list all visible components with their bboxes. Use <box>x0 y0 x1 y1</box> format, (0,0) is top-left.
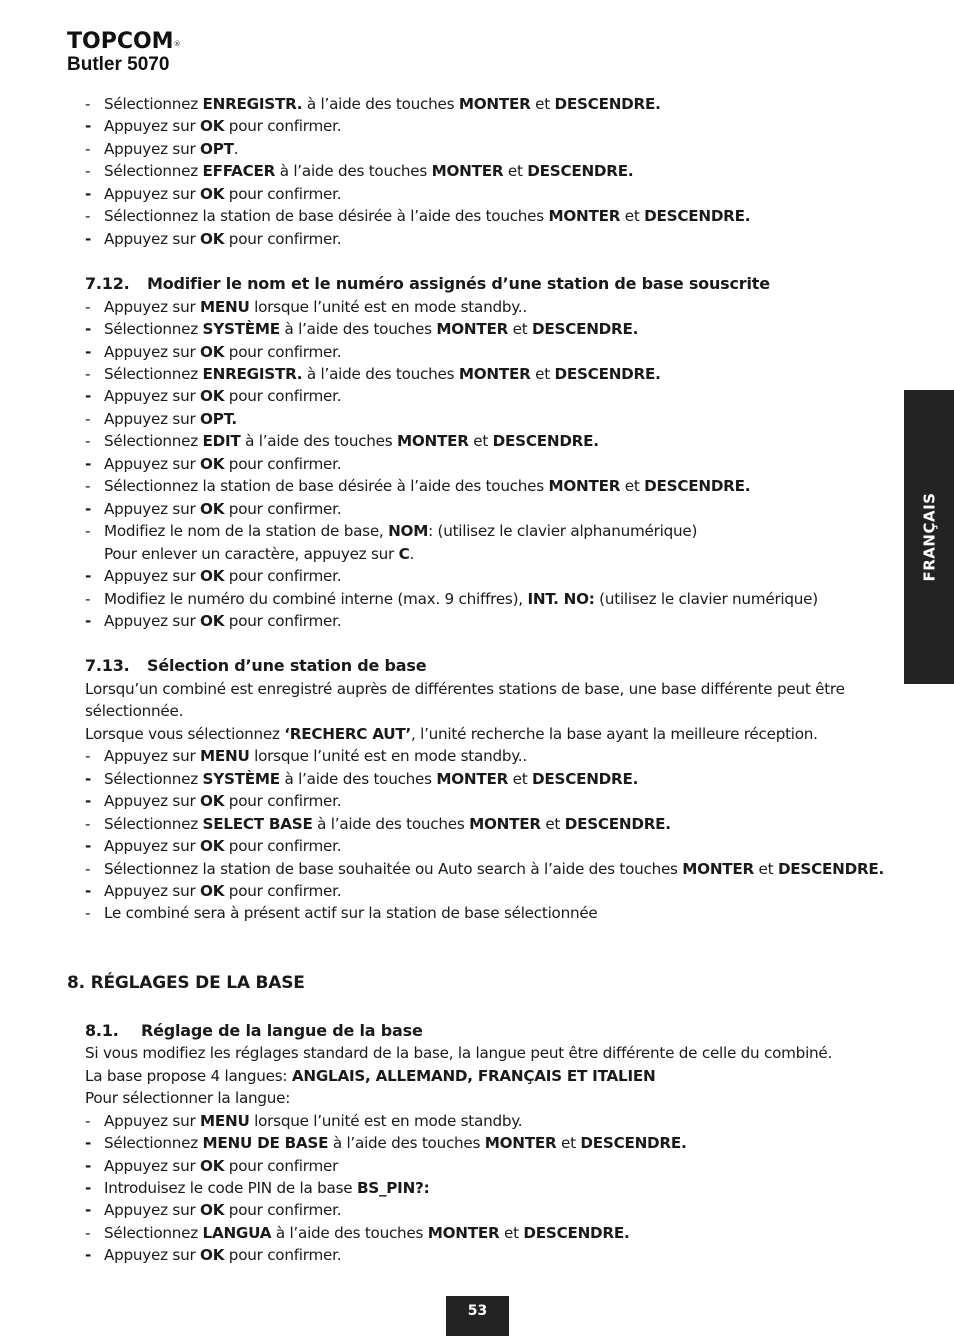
section-title: Réglage de la langue de la base <box>141 1020 423 1040</box>
bullet-dash: - <box>85 454 92 473</box>
bullet-dash: - <box>85 769 92 788</box>
bold-term: DESCENDRE. <box>532 769 639 788</box>
bold-term: OK <box>200 881 225 900</box>
text-run: à l’aide des touches <box>240 432 398 451</box>
bold-term: INT. NO: <box>527 589 595 608</box>
text-run: pour confirmer. <box>224 499 342 518</box>
bold-term: DESCENDRE. <box>554 95 661 113</box>
bold-term: DESCENDRE. <box>492 432 599 451</box>
bold-term: MONTER <box>431 162 504 181</box>
bold-term: BS_PIN?: <box>356 1179 430 1198</box>
bullet-dash: - <box>85 184 92 203</box>
text-run: pour confirmer. <box>224 881 342 900</box>
bold-term: OK <box>200 342 225 361</box>
text-run: Appuyez sur <box>104 229 201 248</box>
bold-term: MONTER <box>458 95 531 113</box>
bold-term: DESCENDRE. <box>777 859 885 878</box>
instruction-step <box>85 610 897 632</box>
text-run: à l’aide des touches <box>312 814 470 833</box>
text-run: à l’aide des touches <box>302 95 459 113</box>
bullet-dash: - <box>85 1134 92 1153</box>
text-run: Sélectionnez <box>104 1223 203 1242</box>
bold-term: SYSTÈME <box>202 769 280 788</box>
bullet-dash: - <box>85 1201 92 1220</box>
text-run: Sélectionnez <box>104 364 203 383</box>
bold-term: MONTER <box>436 769 509 788</box>
text-run: et <box>468 432 493 451</box>
bullet-dash: - <box>85 904 91 923</box>
text-run: Sélectionnez <box>104 814 203 833</box>
text-run: pour confirmer. <box>224 342 342 361</box>
text-run: pour confirmer. <box>224 1246 342 1265</box>
text-run: pour confirmer. <box>224 117 342 136</box>
text-run: pour confirmer. <box>224 229 342 248</box>
text-run: Appuyez sur <box>104 1201 201 1220</box>
text-run: Modifiez le numéro du combiné interne (max. 9 chiffres), <box>104 589 528 608</box>
step-continuation <box>104 543 897 565</box>
bullet-dash: - <box>85 387 92 406</box>
page-number: 53 <box>446 1296 509 1336</box>
bullet-dash: - <box>85 432 91 451</box>
paragraph <box>85 723 897 745</box>
section-title: Modifier le nom et le numéro assignés d’une station de base souscrite <box>147 274 770 294</box>
text-run: Appuyez sur <box>104 1111 201 1130</box>
text-run: à l’aide des touches <box>302 364 459 383</box>
bold-term: MONTER <box>397 432 469 451</box>
text-run: Appuyez sur <box>104 1156 201 1175</box>
bold-term: DESCENDRE. <box>554 364 661 383</box>
text-run: à l’aide des touches <box>271 1223 428 1242</box>
instruction-step <box>85 385 897 407</box>
bold-term: MENU DE BASE <box>202 1134 329 1153</box>
text-run: La base propose 4 langues: <box>85 1066 292 1085</box>
text-run: Modifiez le nom de la station de base, <box>104 522 389 541</box>
instruction-step <box>85 835 897 857</box>
text-run: et <box>503 162 528 181</box>
text-run: et <box>620 477 645 496</box>
text-run: Sélectionnez la station de base désirée à l’aide des touches <box>104 477 549 496</box>
bold-term: MONTER <box>458 364 531 383</box>
text-run: pour confirmer. <box>224 1201 342 1220</box>
instruction-step <box>85 318 897 340</box>
text-run: Appuyez sur <box>104 454 201 473</box>
bold-term: OPT <box>200 139 234 158</box>
instruction-step <box>85 1244 897 1266</box>
instruction-step <box>85 453 897 475</box>
instruction-step <box>85 813 897 835</box>
text-run: pour confirmer. <box>224 387 342 406</box>
text-run: , l’unité recherche la base ayant la meilleure réception. <box>410 724 818 743</box>
text-run: Sélectionnez <box>104 162 203 181</box>
instruction-step <box>85 341 897 363</box>
bullet-dash: - <box>85 859 91 878</box>
text-run: Appuyez sur <box>104 1246 201 1265</box>
bold-term: OK <box>200 229 225 248</box>
text-run: . <box>409 544 415 563</box>
text-run: Appuyez sur <box>104 499 201 518</box>
bullet-dash: - <box>85 1246 92 1265</box>
text-run: Lorsqu’un combiné est enregistré auprès de différentes stations de base, une base différente peut être sélectionnée. <box>85 679 845 721</box>
bullet-dash: - <box>85 364 91 383</box>
text-run: Lorsque vous sélectionnez <box>85 724 285 743</box>
text-run: et <box>508 320 533 339</box>
text-run: Sélectionnez <box>104 320 203 339</box>
instruction-step <box>85 1177 897 1199</box>
bullet-dash: - <box>85 1111 91 1130</box>
text-run: pour confirmer. <box>224 184 342 203</box>
bold-term: EFFACER <box>202 162 276 181</box>
text-run: et <box>540 814 565 833</box>
text-run: lorsque l’unité est en mode standby.. <box>249 747 527 766</box>
bullet-dash: - <box>85 1156 92 1175</box>
paragraph <box>85 1042 897 1064</box>
text-run: Pour sélectionner la langue: <box>85 1089 291 1108</box>
bold-term: OK <box>200 499 225 518</box>
instruction-step <box>85 1199 897 1221</box>
bullet-dash: - <box>85 95 91 113</box>
bold-term: OK <box>200 792 225 811</box>
bold-term: DESCENDRE. <box>580 1134 687 1153</box>
paragraph <box>85 1065 897 1087</box>
text-run: à l’aide des touches <box>279 320 437 339</box>
bullet-dash: - <box>85 567 92 586</box>
instruction-step <box>85 1110 897 1132</box>
text-run: Si vous modifiez les réglages standard de la base, la langue peut être différente de celle du combiné. <box>85 1044 833 1063</box>
bullet-dash: - <box>85 881 92 900</box>
instruction-step <box>85 363 897 385</box>
text-run: Pour enlever un caractère, appuyez sur <box>104 544 399 563</box>
text-run: et <box>753 859 778 878</box>
text-run: lorsque l’unité est en mode standby.. <box>249 297 527 316</box>
bold-term: DESCENDRE. <box>644 207 751 226</box>
text-run: Sélectionnez <box>104 769 203 788</box>
text-run: Appuyez sur <box>104 792 201 811</box>
text-run: Appuyez sur <box>104 297 201 316</box>
paragraph <box>85 678 897 723</box>
section-subheading <box>85 273 897 295</box>
bold-term: DESCENDRE. <box>644 477 751 496</box>
bold-term: C <box>398 544 410 563</box>
text-run: et <box>530 364 555 383</box>
bold-term: DESCENDRE. <box>564 814 671 833</box>
bullet-dash: - <box>85 792 92 811</box>
bullet-dash: - <box>85 342 92 361</box>
spacer <box>85 995 897 1020</box>
bullet-dash: - <box>85 409 91 428</box>
bold-term: ‘RECHERC AUT’ <box>284 724 411 743</box>
bullet-dash: - <box>85 297 91 316</box>
text-run: Appuyez sur <box>104 342 201 361</box>
instruction-step <box>85 183 897 205</box>
bold-term: SYSTÈME <box>202 320 280 339</box>
bullet-dash: - <box>85 589 91 608</box>
bold-term: OK <box>200 1246 225 1265</box>
bold-term: MONTER <box>484 1134 557 1153</box>
bold-term: LANGUA <box>202 1223 272 1242</box>
text-run: pour confirmer. <box>224 837 342 856</box>
bold-term: MONTER <box>682 859 754 878</box>
bullet-dash: - <box>85 207 91 226</box>
instruction-step <box>85 160 897 182</box>
bullet-dash: - <box>85 117 92 136</box>
text-run: Sélectionnez <box>104 95 203 113</box>
text-run: à l’aide des touches <box>279 769 437 788</box>
bold-term: MONTER <box>469 814 541 833</box>
instruction-step <box>85 498 897 520</box>
bold-term: OK <box>200 454 225 473</box>
instruction-step <box>85 475 897 497</box>
instruction-step <box>85 228 897 250</box>
text-run: Appuyez sur <box>104 881 201 900</box>
text-run: et <box>530 95 555 113</box>
bold-term: DESCENDRE. <box>527 162 634 181</box>
text-run: Sélectionnez <box>104 1134 203 1153</box>
text-run: Appuyez sur <box>104 611 201 630</box>
chapter-heading: 8. RÉGLAGES DE LA BASE <box>67 972 305 993</box>
spacer <box>85 250 897 273</box>
bullet-dash: - <box>85 837 92 856</box>
instruction-step <box>85 790 897 812</box>
text-run: Appuyez sur <box>104 409 201 428</box>
instruction-step <box>85 902 897 924</box>
text-run: . <box>233 139 239 158</box>
bold-term: OK <box>200 117 225 136</box>
text-run: et <box>620 207 645 226</box>
brand-logo: TOPCOM® <box>67 29 181 54</box>
bold-term: OK <box>200 387 225 406</box>
text-run: Sélectionnez <box>104 432 203 451</box>
bold-term: MENU <box>200 747 250 766</box>
model-name: Butler 5070 <box>67 54 170 75</box>
section-title: Sélection d’une station de base <box>147 656 427 676</box>
bullet-dash: - <box>85 522 91 541</box>
bold-term: SELECT BASE <box>202 814 313 833</box>
section-number: 7.12. <box>85 274 130 294</box>
instruction-step <box>85 115 897 137</box>
bold-term: OK <box>200 567 225 586</box>
manual-content <box>67 93 897 1267</box>
instruction-step <box>85 296 897 318</box>
bullet-dash: - <box>85 229 92 248</box>
text-run: Sélectionnez la station de base souhaitée ou Auto search à l’aide des touches <box>104 859 683 878</box>
bold-term: OK <box>200 1156 225 1175</box>
instruction-step <box>85 93 897 115</box>
section-subheading <box>85 655 897 677</box>
bold-term: OK <box>200 837 225 856</box>
bullet-dash: - <box>85 320 92 339</box>
bold-term: OK <box>200 1201 225 1220</box>
text-run: pour confirmer. <box>224 454 342 473</box>
bold-term: MONTER <box>436 320 509 339</box>
bullet-dash: - <box>85 814 91 833</box>
text-run: Appuyez sur <box>104 117 201 136</box>
bold-term: ANGLAIS, ALLEMAND, FRANÇAIS ET ITALIEN <box>291 1066 656 1085</box>
section-subheading <box>85 1020 897 1042</box>
instruction-step <box>85 565 897 587</box>
bold-term: ENREGISTR. <box>202 364 303 383</box>
bold-term: NOM <box>388 522 429 541</box>
bold-term: MONTER <box>427 1223 500 1242</box>
instruction-step <box>85 520 897 565</box>
bullet-dash: - <box>85 1179 92 1198</box>
bold-term: MENU <box>200 297 250 316</box>
text-run: lorsque l’unité est en mode standby. <box>249 1111 523 1130</box>
instruction-step <box>85 138 897 160</box>
bullet-dash: - <box>85 477 91 496</box>
instruction-step <box>85 205 897 227</box>
text-run: Le combiné sera à présent actif sur la station de base sélectionnée <box>104 904 598 923</box>
instruction-step <box>85 1222 897 1244</box>
section-number: 7.13. <box>85 656 130 676</box>
instruction-step <box>85 588 897 610</box>
text-run: à l’aide des touches <box>275 162 432 181</box>
text-run: à l’aide des touches <box>328 1134 485 1153</box>
instruction-step <box>85 1132 897 1154</box>
bullet-dash: - <box>85 499 92 518</box>
instruction-step <box>85 408 897 430</box>
bold-term: ENREGISTR. <box>202 95 303 113</box>
text-run: pour confirmer. <box>224 567 342 586</box>
text-run: et <box>508 769 533 788</box>
bold-term: OPT. <box>200 409 237 428</box>
bold-term: MONTER <box>548 477 621 496</box>
bold-term: OK <box>200 611 225 630</box>
text-run: Appuyez sur <box>104 184 201 203</box>
bullet-dash: - <box>85 611 92 630</box>
text-run: pour confirmer <box>224 1156 339 1175</box>
text-run: Appuyez sur <box>104 387 201 406</box>
bold-term: OK <box>200 184 225 203</box>
language-tab-label: FRANÇAIS <box>920 492 938 582</box>
bullet-dash: - <box>85 139 91 158</box>
text-run: et <box>499 1223 524 1242</box>
bullet-dash: - <box>85 1223 91 1242</box>
bullet-dash: - <box>85 162 91 181</box>
paragraph <box>85 1087 897 1109</box>
instruction-step <box>85 858 897 880</box>
text-run: Appuyez sur <box>104 837 201 856</box>
text-run: Appuyez sur <box>104 567 201 586</box>
page-header <box>67 30 181 76</box>
text-run: (utilisez le clavier numérique) <box>594 589 818 608</box>
bold-term: EDIT <box>202 432 241 451</box>
text-run: Introduisez le code PIN de la base <box>104 1179 357 1198</box>
bold-term: MENU <box>200 1111 250 1130</box>
text-run: Sélectionnez la station de base désirée à l’aide des touches <box>104 207 549 226</box>
text-run: : (utilisez le clavier alphanumérique) <box>428 522 698 541</box>
bold-term: MONTER <box>548 207 621 226</box>
instruction-step <box>85 1155 897 1177</box>
text-run: pour confirmer. <box>224 611 342 630</box>
text-run: et <box>556 1134 581 1153</box>
instruction-step <box>85 880 897 902</box>
instruction-step <box>85 430 897 452</box>
instruction-step <box>85 768 897 790</box>
bullet-dash: - <box>85 747 91 766</box>
text-run: pour confirmer. <box>224 792 342 811</box>
instruction-step <box>85 745 897 767</box>
language-tab <box>904 390 954 684</box>
spacer <box>85 925 897 971</box>
section-number: 8.1. <box>85 1020 119 1040</box>
bold-term: DESCENDRE. <box>523 1223 630 1242</box>
text-run: Appuyez sur <box>104 139 201 158</box>
spacer <box>85 632 897 655</box>
text-run: Appuyez sur <box>104 747 201 766</box>
bold-term: DESCENDRE. <box>532 320 639 339</box>
